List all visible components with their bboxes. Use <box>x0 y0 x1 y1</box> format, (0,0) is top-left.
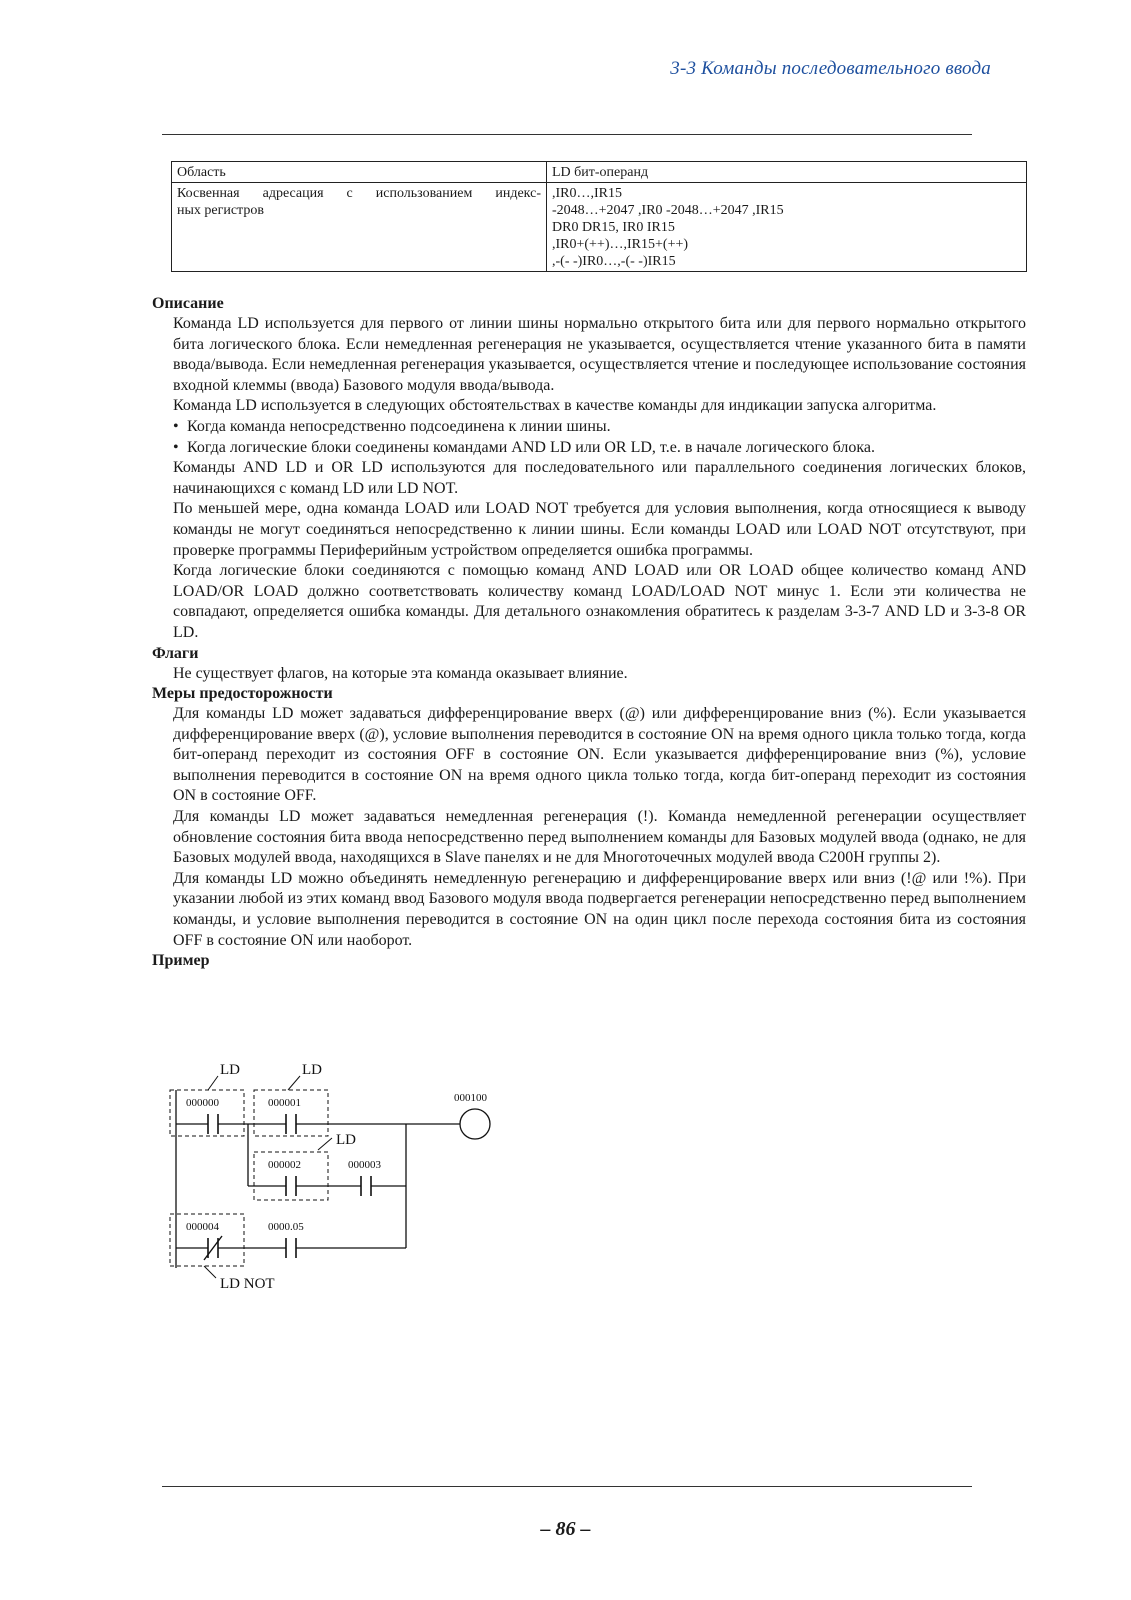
section-body-precautions <box>173 704 1026 951</box>
ladder-diagram-svg <box>168 1062 528 1292</box>
list-item-text: Когда команда непосредственно подсоединена к линии шины. <box>187 417 611 435</box>
bullet-list <box>173 417 1026 458</box>
description-paragraph: По меньшей мере, одна команда LOAD или LOAD NOT требуется для условия выполнения, когда относящиеся к выводу команды не могут соединяться непосредственно к линии шины. Если команды LOAD или LOAD NOT отсутствуют, при проверке программы Периферийным устройством определяется ошибка программы. <box>173 500 1026 559</box>
precautions-paragraph: Для команды LD можно объединять немедленную регенерацию и дифференцирование вверх или вниз (!@ или !%). При указании любой из этих команд ввод Базового модуля ввода подвергается регенерации непосредственно перед выполнением команды, и условие выполнения переводится в состояние ON на один цикл после перехода состояния бита из состояния OFF в состояние ON или наоборот. <box>173 869 1026 949</box>
running-header-title: 3-3 Команды последовательного ввода <box>670 58 991 79</box>
description-paragraph: Команда LD используется для первого от линии шины нормально открытого бита или для первого нормально открытого бита логического блока. Если немедленная регенерация не указывается, осуществляется чтение указанного бита в памяти ввода/вывода. Если немедленная регенерация указывается, осуществляется чтение и последующее использование состояния входной клеммы (ввода) Базового модуля ввода/вывода. <box>173 315 1026 394</box>
main-content <box>152 294 1026 971</box>
output-coil-icon <box>460 1109 490 1139</box>
operand-line: -2048…+2047 ,IR0 -2048…+2047 ,IR15 <box>552 203 784 218</box>
contact-address: 000004 <box>186 1221 219 1233</box>
precautions-paragraph: Для команды LD может задаваться дифференцирование вверх (@) или дифференцирование вниз (%). Если указывается дифференцирование вверх (@), условие выполнения переводится в состояние ON на время одного цикла только тогда, когда бит-операнд переходит из состояния OFF в состояние ON. Если указывается дифференцирование вниз (%), условие выполнения переводится в состояние ON на время одного цикла только тогда, когда бит-операнд переходит из состояния ON в состояние OFF. <box>173 705 1026 805</box>
contact-address: 000000 <box>186 1097 219 1109</box>
list-item <box>173 417 1026 438</box>
section-body-description <box>173 314 1026 644</box>
operand-line: DR0 DR15, IR0 IR15 <box>552 220 675 235</box>
section-title-flags: Флаги <box>152 644 199 662</box>
output-address: 000100 <box>454 1092 487 1104</box>
table-header-row <box>172 162 1027 183</box>
label-ld: LD <box>220 1062 240 1078</box>
label-ld-not: LD NOT <box>220 1276 275 1292</box>
flags-paragraph: Не существует флагов, на которые эта команда оказывает влияние. <box>173 664 628 682</box>
section-title-example: Пример <box>152 952 210 970</box>
list-item <box>173 438 1026 459</box>
table-cell-operands <box>547 183 1027 272</box>
contact-address: 0000.05 <box>268 1221 304 1233</box>
description-paragraph: Команды AND LD и OR LD используются для последовательного или параллельного соединения логических блоков, начинающихся с команд LD или LD NOT. <box>173 459 1026 497</box>
bullet-icon: • <box>173 438 179 456</box>
description-paragraph: Когда логические блоки соединяются с помощью команд AND LOAD или OR LOAD общее количество команд AND LOAD/OR LOAD должно соответствовать количеству команд LOAD/LOAD NOT минус 1. Если эти количества не совпадают, определяется ошибка команды. Для детального ознакомления обратитесь к разделам 3-3-7 AND LD и 3-3-8 OR LD. <box>173 562 1026 641</box>
operand-line: ,-(- -)IR0…,-(- -)IR15 <box>552 254 676 269</box>
list-item-text: Когда логические блоки соединены командами AND LD или OR LD, т.е. в начале логического блока. <box>187 438 876 456</box>
table-cell-area <box>172 183 547 272</box>
operand-table <box>171 161 1027 272</box>
operand-line: ,IR0+(++)…,IR15+(++) <box>552 237 689 252</box>
description-paragraph: Команда LD используется в следующих обстоятельствах в качестве команды для индикации запуска алгоритма. <box>173 397 937 415</box>
footer-rule <box>162 1486 972 1487</box>
label-ld: LD <box>302 1062 322 1078</box>
table-header-operand: LD бит-операнд <box>547 162 1027 183</box>
table-header-area: Область <box>172 162 547 183</box>
page-number: – 86 – <box>540 1518 591 1540</box>
label-ld: LD <box>336 1132 356 1148</box>
header-rule <box>162 134 972 135</box>
contact-address: 000002 <box>268 1159 301 1171</box>
bullet-icon: • <box>173 417 179 435</box>
contact-address: 000001 <box>268 1097 301 1109</box>
table-row <box>172 183 1027 272</box>
area-label-line-1: Косвенная адресация с использованием индекс- <box>177 186 541 201</box>
area-label-line-2: ных регистров <box>177 203 264 218</box>
operand-line: ,IR0…,IR15 <box>552 186 622 201</box>
precautions-paragraph: Для команды LD может задаваться немедленная регенерация (!). Команда немедленной регенерации осуществляет обновление состояния бита ввода непосредственно перед выполнением команды для Базовых модулей ввода (однако, не для Базовых модулей ввода, находящихся в Slave панелях и не для Многоточечных модулей ввода C200H группы 2). <box>173 808 1026 867</box>
section-title-precautions: Меры предосторожности <box>152 685 333 703</box>
section-body-flags <box>173 664 1026 685</box>
section-title-description: Описание <box>152 295 224 312</box>
ladder-diagram <box>168 1062 528 1292</box>
contact-address: 000003 <box>348 1159 381 1171</box>
